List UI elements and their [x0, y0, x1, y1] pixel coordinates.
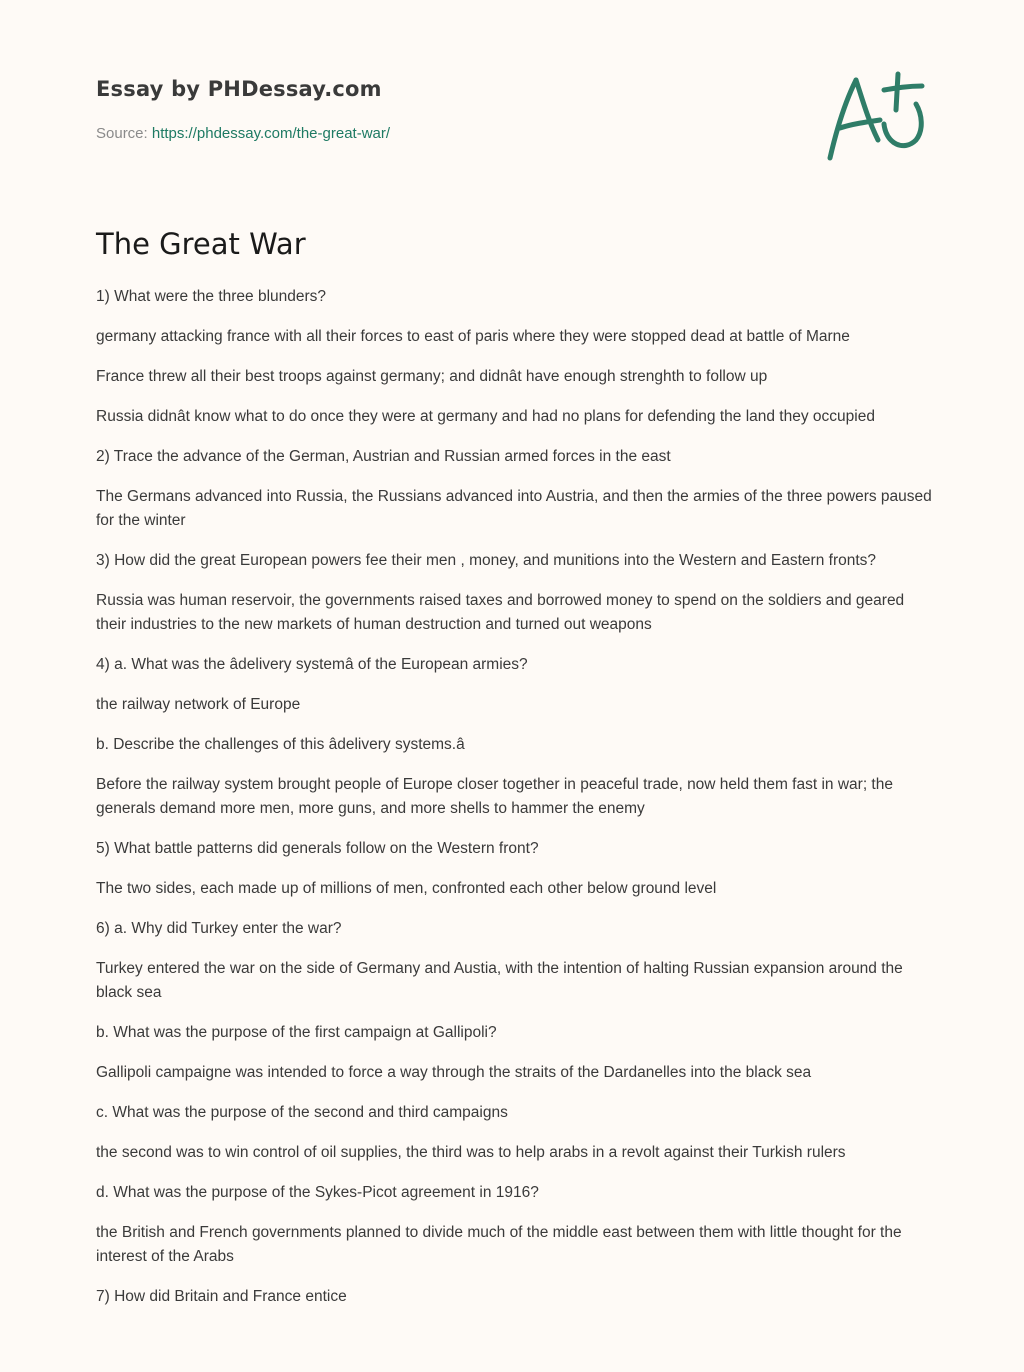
article-paragraph: France threw all their best troops against germany; and didnât have enough strenghth to follow up	[96, 368, 768, 385]
article	[96, 224, 932, 1325]
article-paragraph: 2) Trace the advance of the German, Austrian and Russian armed forces in the east	[96, 448, 671, 465]
source-line	[96, 124, 696, 144]
article-paragraph: 7) How did Britain and France entice	[96, 1288, 347, 1305]
article-paragraph: The Germans advanced into Russia, the Russians advanced into Austria, and then the armies of the three powers paused for the winter	[96, 488, 932, 529]
article-paragraph: b. Describe the challenges of this âdelivery systems.â	[96, 736, 465, 753]
source-link[interactable]: https://phdessay.com/the-great-war/	[151, 125, 391, 142]
a-plus-logo-icon	[822, 68, 928, 164]
article-paragraph: 6) a. Why did Turkey enter the war?	[96, 920, 342, 937]
article-paragraph: Gallipoli campaigne was intended to force a way through the straits of the Dardanelles into the black sea	[96, 1064, 812, 1081]
article-paragraph: 1) What were the three blunders?	[96, 288, 327, 305]
article-paragraph: Before the railway system brought people of Europe closer together in peaceful trade, now held them fast in war; the generals demand more men, more guns, and more shells to hammer the enemy	[96, 776, 893, 817]
article-paragraph: b. What was the purpose of the first campaign at Gallipoli?	[96, 1024, 497, 1041]
article-paragraph: c. What was the purpose of the second and third campaigns	[96, 1104, 508, 1121]
article-title: The Great War	[96, 227, 306, 261]
article-paragraph: d. What was the purpose of the Sykes-Picot agreement in 1916?	[96, 1184, 539, 1201]
article-paragraph: Russia didnât know what to do once they were at germany and had no plans for defending the land they occupied	[96, 408, 875, 425]
page-header	[96, 74, 696, 144]
article-paragraph: 3) How did the great European powers fee their men , money, and munitions into the Western and Eastern fronts?	[96, 552, 877, 569]
article-paragraph: The two sides, each made up of millions of men, confronted each other below ground level	[96, 880, 717, 897]
article-paragraph: Russia was human reservoir, the governments raised taxes and borrowed money to spend on the soldiers and geared their industries to the new markets of human destruction and turned out weapons	[96, 592, 905, 633]
article-body	[96, 285, 932, 1309]
article-paragraph: the railway network of Europe	[96, 696, 301, 713]
article-paragraph: the second was to win control of oil supplies, the third was to help arabs in a revolt against their Turkish rulers	[96, 1144, 846, 1161]
brand-title: Essay by PHDessay.com	[96, 77, 382, 101]
article-paragraph: 5) What battle patterns did generals follow on the Western front?	[96, 840, 539, 857]
article-paragraph: 4) a. What was the âdelivery systemâ of the European armies?	[96, 656, 528, 673]
article-paragraph: the British and French governments planned to divide much of the middle east between them with little thought for the interest of the Arabs	[96, 1224, 902, 1265]
article-paragraph: Turkey entered the war on the side of Germany and Austia, with the intention of halting Russian expansion around the black sea	[96, 960, 903, 1001]
article-paragraph: germany attacking france with all their forces to east of paris where they were stopped dead at battle of Marne	[96, 328, 850, 345]
source-label: Source:	[96, 125, 152, 142]
